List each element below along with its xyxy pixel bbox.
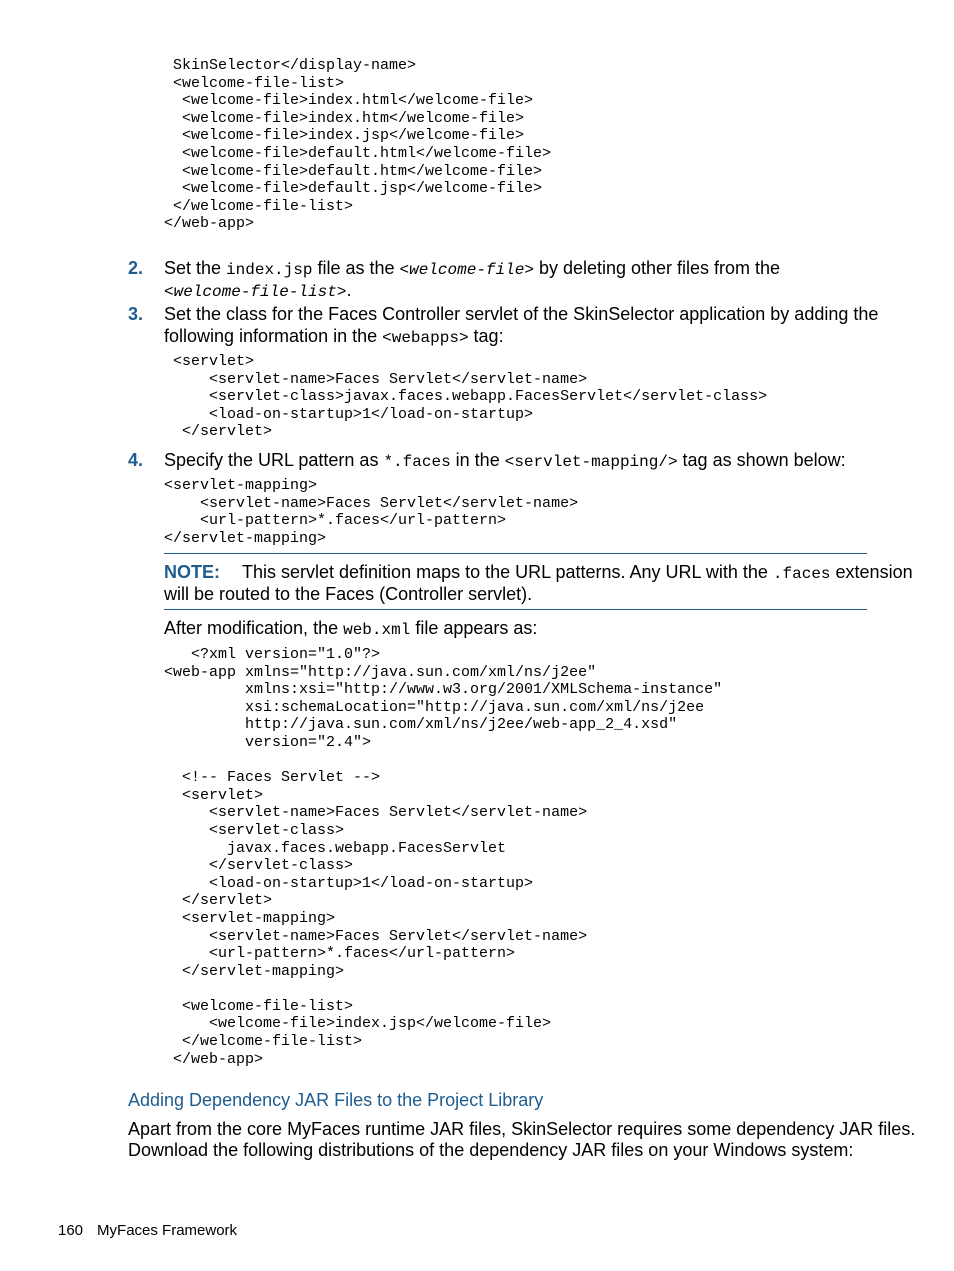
- note-text-1: This servlet definition maps to the URL patterns. Any URL with the: [242, 562, 773, 582]
- step-4-number: 4.: [128, 450, 144, 470]
- page-number: 160: [58, 1222, 84, 1239]
- note-code-faces: .faces: [772, 565, 831, 583]
- step-2-text-3: by deleting other files from the: [533, 258, 781, 278]
- page-footer: [58, 1222, 237, 1240]
- step-4-text-3: tag as shown below:: [677, 450, 846, 470]
- step-4-code-servlet-mapping: <servlet-mapping/>: [504, 453, 678, 471]
- step-2-line-2: [164, 279, 351, 303]
- step-2-number: 2.: [128, 258, 144, 278]
- code-block-web-xml: <?xml version="1.0"?> <web-app xmlns="http://java.sun.com/xml/ns/j2ee" xmlns:xsi="http://www.w3.org/2001/XMLSchema-instance" xsi:schemaLocation="http://java.sun.com/xml/ns/j2ee http://java.sun.com/xml/ns/j2ee/web-app_2_4.xsd" version="2.4"> <!-- Faces Servlet --> <servlet> <servlet-name>Faces Servlet</servlet-name> <servlet-class> javax.faces.webapp.FacesServlet </servlet-class> <load-on-startup>1</load-on-startup> </servlet> <servlet-mapping> <servlet-name>Faces Servlet</servlet-name> <url-pattern>*.faces</url-pattern> </servlet-mapping> <welcome-file-list> <welcome-file>index.jsp</welcome-file> </welcome-file-list> </web-app>: [164, 646, 723, 1068]
- step-3-number: 3.: [128, 304, 144, 324]
- step-2-text-2: file as the: [312, 258, 400, 278]
- step-3-code-webapps: <webapps>: [382, 329, 469, 347]
- step-3-text-1: following information in the: [164, 326, 383, 346]
- step-2-code-index-jsp: index.jsp: [226, 261, 313, 279]
- note-bottom-rule: [164, 609, 867, 610]
- step-4-text-2: in the: [450, 450, 505, 470]
- step-4-line-1: [164, 449, 846, 473]
- note-line-2: will be routed to the Faces (Controller servlet).: [164, 584, 533, 604]
- section-paragraph-line-2: Download the following distributions of the dependency JAR files on your Windows system:: [128, 1140, 854, 1160]
- step-2-code-welcome-file: <welcome-file>: [399, 261, 534, 279]
- step-4-text-1: Specify the URL pattern as: [164, 450, 384, 470]
- step-2-text-4: .: [346, 280, 352, 300]
- after-mod-code-web-xml: web.xml: [343, 621, 411, 639]
- step-3-line-2: [164, 325, 504, 349]
- section-paragraph-line-1: Apart from the core MyFaces runtime JAR files, SkinSelector requires some dependency JAR files.: [128, 1119, 916, 1139]
- note-text-2: extension: [830, 562, 913, 582]
- after-mod-text-2: file appears as:: [410, 618, 538, 638]
- code-block-servlet: <servlet> <servlet-name>Faces Servlet</servlet-name> <servlet-class>javax.faces.webapp.FacesServlet</servlet-class> <load-on-startup>1</load-on-startup> </servlet>: [173, 353, 768, 441]
- code-block-welcome-file-list: SkinSelector</display-name> <welcome-file-list> <welcome-file>index.html</welcome-file> <welcome-file>index.htm</welcome-file> <welcome-file>index.jsp</welcome-file> <welcome-file>default.html</welcome-file> <welcome-file>default.htm</welcome-file> <welcome-file>default.jsp</welcome-file> </welcome-file-list>: [173, 57, 552, 215]
- step-2-text-1: Set the: [164, 258, 227, 278]
- step-3-line-1: Set the class for the Faces Controller servlet of the SkinSelector application by adding the: [164, 304, 879, 324]
- step-2-code-welcome-file-list: <welcome-file-list>: [164, 283, 347, 301]
- step-4-code-faces: *.faces: [383, 453, 451, 471]
- after-modification-line: [164, 617, 537, 641]
- footer-chapter-title: MyFaces Framework: [97, 1222, 238, 1239]
- step-2-line-1: [164, 257, 780, 281]
- after-mod-text-1: After modification, the: [164, 618, 344, 638]
- step-3-text-2: tag:: [468, 326, 504, 346]
- code-block-web-app-close: </web-app>: [164, 215, 255, 232]
- code-block-servlet-mapping: <servlet-mapping> <servlet-name>Faces Servlet</servlet-name> <url-pattern>*.faces</url-pattern> </servlet-mapping>: [164, 477, 579, 547]
- section-heading: Adding Dependency JAR Files to the Project Library: [128, 1090, 544, 1110]
- note-top-rule: [164, 553, 867, 554]
- note-label: NOTE:: [164, 562, 220, 582]
- note-line-1: [164, 561, 913, 585]
